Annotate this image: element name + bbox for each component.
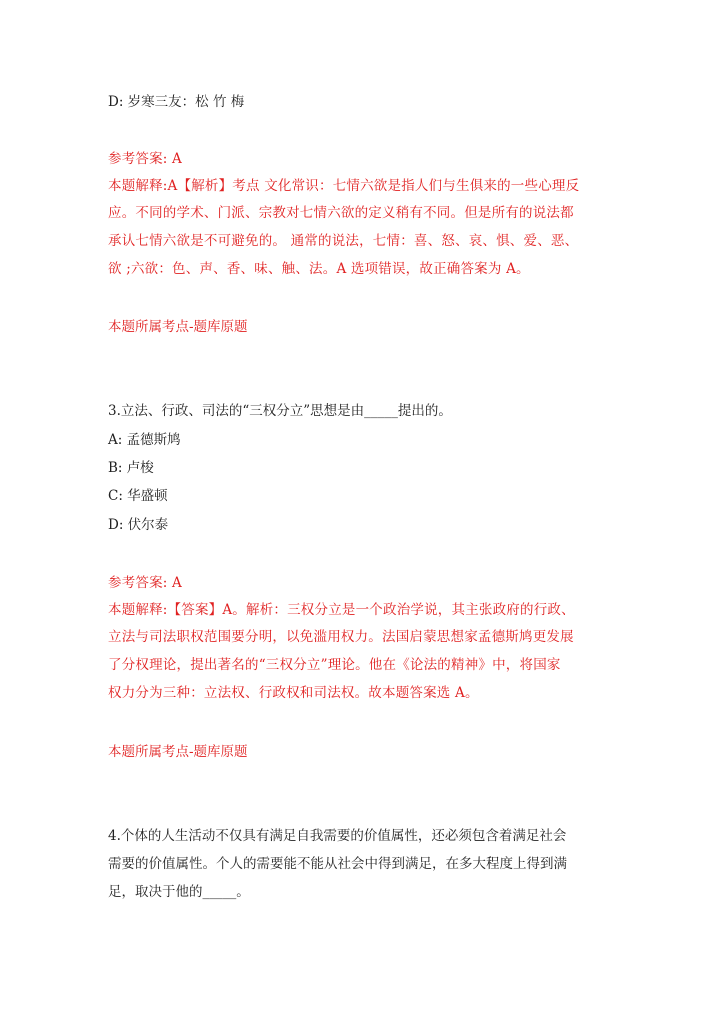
prev-answer-label: 参考答案: A: [108, 151, 182, 167]
prev-explanation-line-2: 应。不同的学术、门派、宗教对七情六欲的定义稍有不同。但是所有的说法都: [108, 205, 574, 221]
q3-explanation-line-2: 立法与司法职权范围要分明，以免滥用权力。法国启蒙思想家孟德斯鸠更发展: [108, 629, 574, 645]
q4-stem-line-3: 足，取决于他的_____。: [108, 884, 250, 900]
q3-option-a: A: 孟德斯鸠: [108, 432, 181, 448]
q3-source-label: 本题所属考点-题库原题: [108, 744, 248, 760]
q3-option-d: D: 伏尔泰: [108, 517, 169, 533]
q3-answer-label: 参考答案: A: [108, 575, 182, 591]
q3-option-b: B: 卢梭: [108, 460, 154, 476]
prev-explanation-line-3: 承认七情六欲是不可避免的。 通常的说法，七情：喜、怒、哀、惧、爱、恶、: [108, 233, 579, 249]
q4-stem-line-1: 4.个体的人生活动不仅具有满足自我需要的价值属性，还必须包含着满足社会: [108, 828, 567, 844]
q3-explanation-line-1: 本题解释:【答案】A。解析：三权分立是一个政治学说，其主张政府的行政、: [108, 602, 575, 618]
prev-option-d: D: 岁寒三友：松 竹 梅: [108, 94, 245, 110]
q3-explanation-line-4: 权力分为三种：立法权、行政权和司法权。故本题答案选 A。: [108, 685, 479, 701]
q3-stem: 3.立法、行政、司法的“三权分立”思想是由_____提出的。: [108, 403, 452, 419]
prev-explanation-line-4: 欲 ;六欲：色、声、香、味、触、法。A 选项错误，故正确答案为 A。: [108, 261, 530, 277]
prev-explanation-line-1: 本题解释:A【解析】考点 文化常识：七情六欲是指人们与生俱来的一些心理反: [108, 178, 580, 194]
prev-source-label: 本题所属考点-题库原题: [108, 319, 248, 335]
q3-explanation-line-3: 了分权理论，提出著名的“三权分立”理论。他在《论法的精神》中，将国家: [108, 657, 561, 673]
q3-option-c: C: 华盛顿: [108, 488, 168, 504]
q4-stem-line-2: 需要的价值属性。个人的需要能不能从社会中得到满足，在多大程度上得到满: [108, 856, 567, 872]
